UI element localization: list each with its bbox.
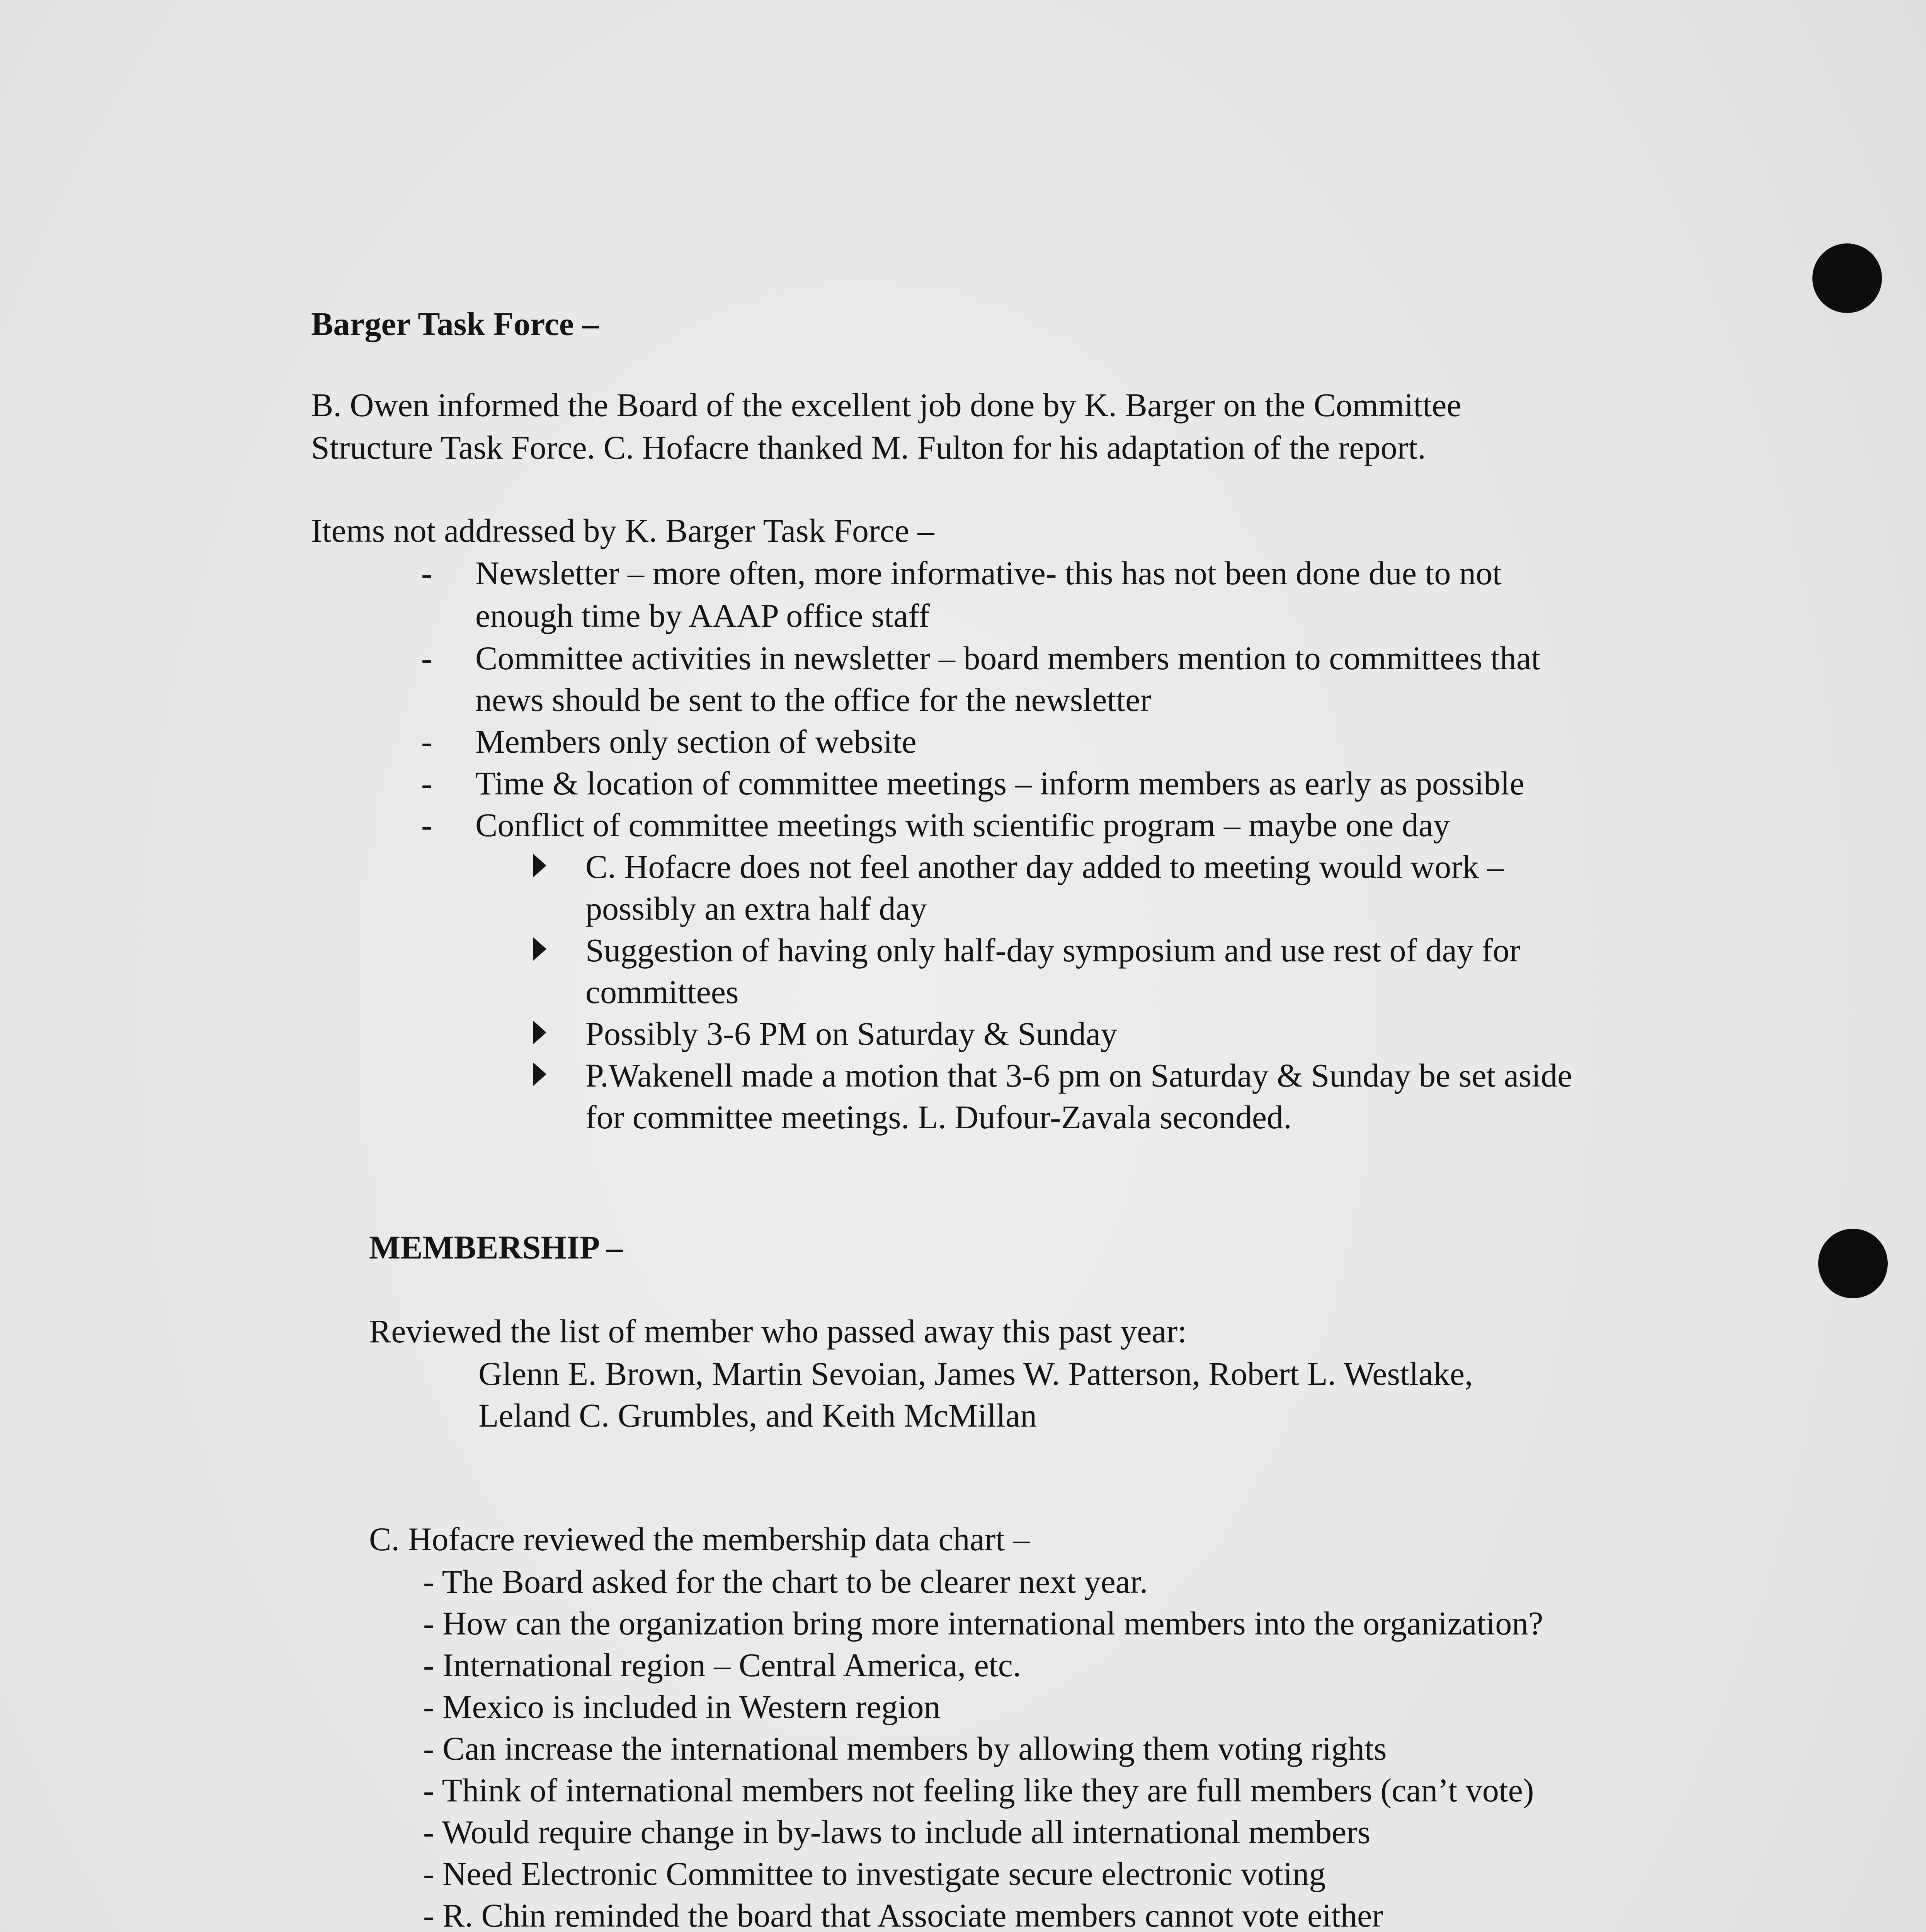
sub-list-item: C. Hofacre does not feel another day added to meeting would work –: [585, 848, 1504, 885]
membership-point: - The Board asked for the chart to be clearer next year.: [423, 1563, 1148, 1600]
sub-list-item-continuation: for committee meetings. L. Dufour-Zavala seconded.: [585, 1099, 1292, 1136]
bullet-dash: -: [421, 806, 432, 844]
triangle-bullet-icon: [533, 854, 546, 877]
list-item: Conflict of committee meetings with scientific program – maybe one day: [475, 806, 1450, 844]
list-item-continuation: enough time by AAAP office staff: [475, 597, 930, 634]
membership-point: - Mexico is included in Western region: [423, 1688, 941, 1725]
list-item: Newsletter – more often, more informative- this has not been done due to not: [475, 554, 1502, 592]
bullet-dash: -: [421, 639, 432, 677]
membership-point: - How can the organization bring more international members into the organization?: [423, 1605, 1543, 1642]
barger-paragraph-line-2: Structure Task Force. C. Hofacre thanked M. Fulton for his adaptation of the report.: [311, 429, 1426, 466]
membership-point: - Would require change in by-laws to include all international members: [423, 1813, 1371, 1850]
sub-list-item: Possibly 3-6 PM on Saturday & Sunday: [585, 1015, 1118, 1052]
sub-list-item-continuation: committees: [585, 973, 739, 1010]
list-item: Time & location of committee meetings – inform members as early as possible: [475, 765, 1524, 802]
list-item-continuation: news should be sent to the office for the newsletter: [475, 681, 1151, 718]
list-item: Committee activities in newsletter – board members mention to committees that: [475, 639, 1541, 677]
barger-items-intro: Items not addressed by K. Barger Task Force –: [311, 512, 934, 549]
membership-heading: MEMBERSHIP –: [369, 1229, 623, 1266]
membership-chart-intro: C. Hofacre reviewed the membership data chart –: [369, 1520, 1030, 1558]
membership-point: - Need Electronic Committee to investigate secure electronic voting: [423, 1855, 1326, 1892]
barger-heading: Barger Task Force –: [311, 305, 599, 342]
triangle-bullet-icon: [533, 937, 546, 961]
triangle-bullet-icon: [533, 1021, 546, 1044]
deceased-names-line-2: Leland C. Grumbles, and Keith McMillan: [478, 1397, 1037, 1434]
membership-reviewed: Reviewed the list of member who passed away this past year:: [369, 1313, 1187, 1350]
bullet-dash: -: [421, 723, 432, 760]
sub-list-item-continuation: possibly an extra half day: [585, 890, 927, 927]
membership-point: - Think of international members not feeling like they are full members (can’t vote): [423, 1772, 1534, 1809]
deceased-names-line-1: Glenn E. Brown, Martin Sevoian, James W. Patterson, Robert L. Westlake,: [478, 1355, 1473, 1392]
binder-hole-middle: [1818, 1229, 1888, 1298]
bullet-dash: -: [421, 554, 432, 592]
list-item: Members only section of website: [475, 723, 917, 760]
barger-paragraph-line-1: B. Owen informed the Board of the excellent job done by K. Barger on the Committee: [311, 386, 1462, 423]
bullet-dash: -: [421, 765, 432, 802]
membership-point: - International region – Central America, etc.: [423, 1646, 1021, 1684]
binder-hole-top: [1812, 243, 1882, 313]
triangle-bullet-icon: [533, 1063, 546, 1086]
sub-list-item: P.Wakenell made a motion that 3-6 pm on Saturday & Sunday be set aside: [585, 1057, 1572, 1094]
sub-list-item: Suggestion of having only half-day symposium and use rest of day for: [585, 932, 1521, 969]
membership-point: - Can increase the international members by allowing them voting rights: [423, 1730, 1387, 1767]
membership-point: - R. Chin reminded the board that Associate members cannot vote either: [423, 1897, 1383, 1932]
